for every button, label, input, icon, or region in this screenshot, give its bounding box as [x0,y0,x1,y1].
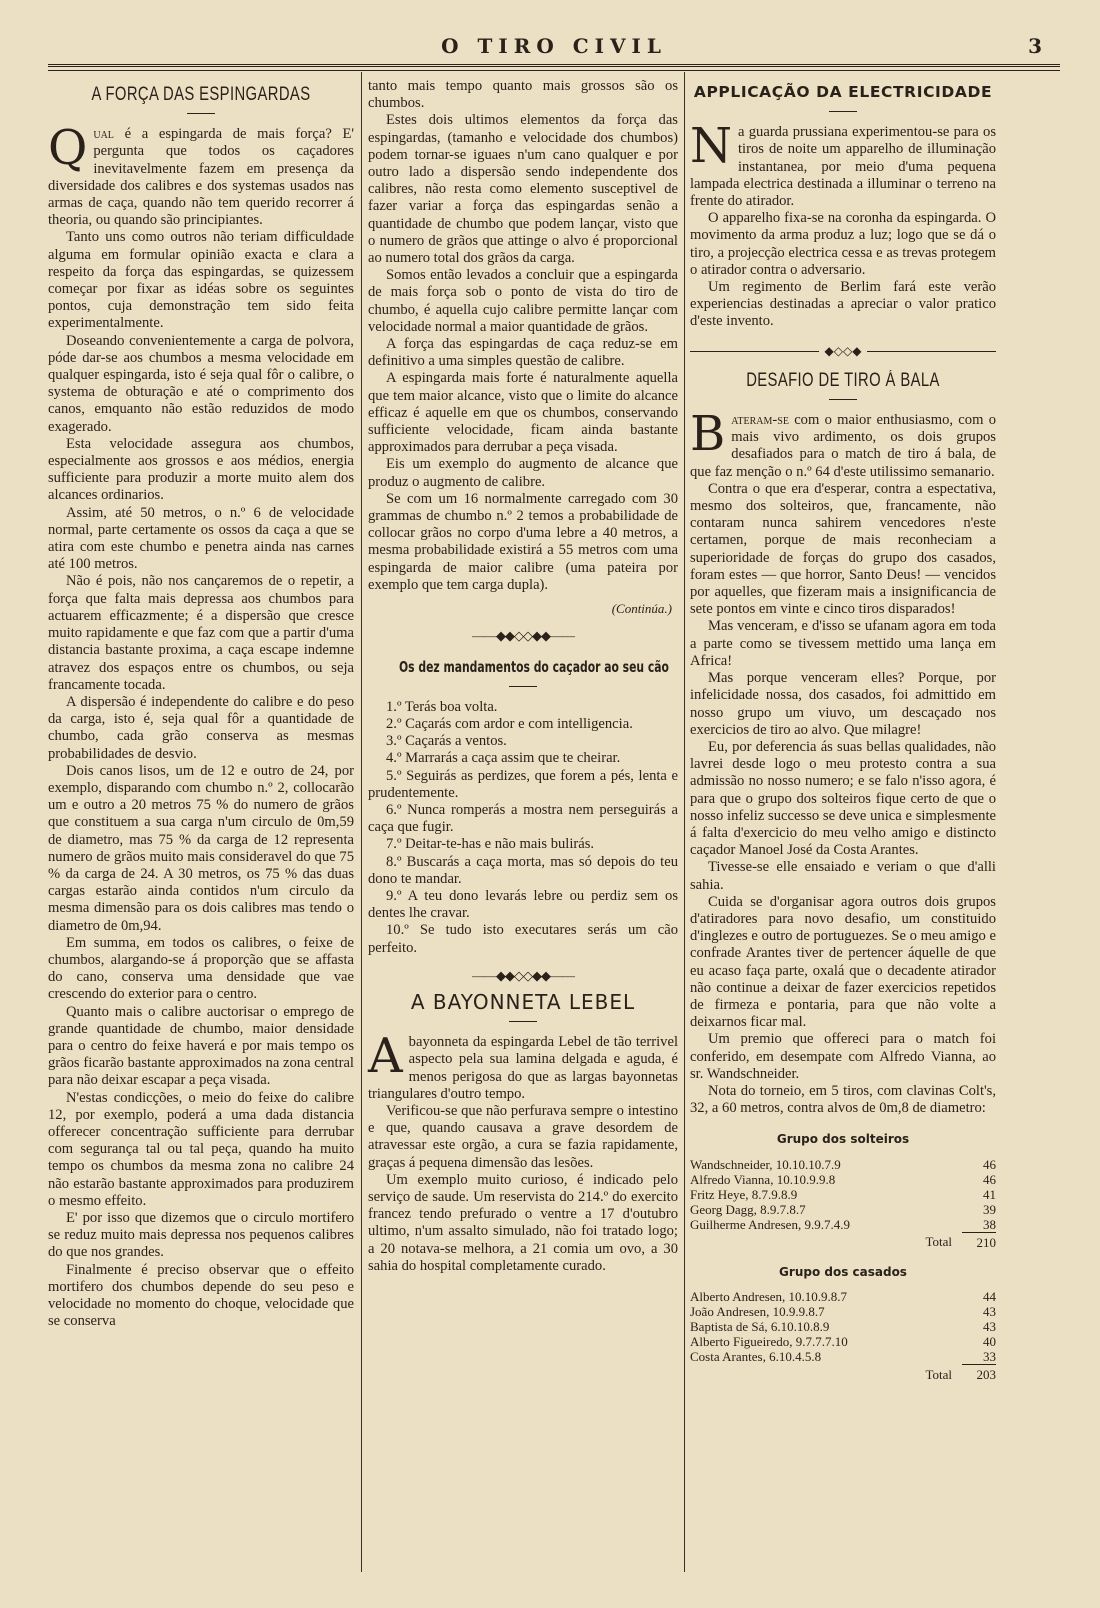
total-value: 203 [976,1366,996,1382]
title-rule [829,399,857,400]
lead-text: bayonneta da espingarda Lebel de tão terrivel aspecto pela sua lamina delgada e aguda, é menos perigosa do que as largas bayonnetas triangulares d'outro tempo. [368,1034,678,1102]
column-3 [690,78,996,1382]
paragraph: 4.º Marrarás a caça assim que te cheirar. [386,750,621,767]
desafio-title: DESAFIO DE TIRO Á BALA [746,369,940,391]
title-rule [509,1021,537,1022]
competitor-name: Guilherme Andresen, 9.9.7.4.9 [690,1216,850,1232]
paragraph: Mas porque venceram elles? Porque, por infelicidade nossa, dos casados, foi admittido em nosso grupo um viuvo, um descaçado nos exercicios de tiro ao alvo. Que milagre! [690,670,996,738]
electricidade-title: APPLICAÇÃO DA ELECTRICIDADE [693,83,993,101]
paragraph: Em summa, em todos os calibres, o feixe de chumbos, alargando-se á proporção que se affasta do cano, conserva uma densidade que vae crescendo do exterior para o centro. [48,934,354,1003]
table-row [690,1289,996,1304]
paragraph: O apparelho fixa-se na coronha da espingarda. O movimento da arma produz a luz; logo que se dá o tiro, a projecção electrica cessa e as trevas protegem o atirador contra o adversario. [690,210,996,278]
title-rule [509,686,537,687]
column-1 [48,78,354,1330]
paragraph: Eu, por deferencia ás suas bellas qualidades, não lavrei desde logo o meu protesto contra a sua admissão no nosso numero; e se falo n'isso agora, é para que o grupo dos solteiros fique certo de que o nosso infeliz successo se deve unica e simplesmente á falta d'exercicio do meu velho amigo e distincto caçador Manoel José da Costa Arantes. [690,738,996,859]
table-row [690,1172,996,1187]
ornament-divider: ——◆◆◇◇◆◆—— [472,967,574,983]
header-rule [48,64,1060,71]
ornament-divider: ——◆◆◇◇◆◆—— [472,628,574,644]
lead-small-caps: ual [93,126,114,143]
competitor-name: Alfredo Vianna, 10.10.9.9.8 [690,1171,836,1187]
table-row [690,1202,996,1217]
column-2 [368,78,678,1275]
electricidade-lead [690,118,996,210]
competitor-name: Baptista de Sá, 6.10.10.8.9 [690,1318,830,1334]
masthead [48,34,1060,64]
paragraph: 8.º Buscarás a caça morta, mas só depois do teu dono te mandar. [368,853,678,887]
paragraph: Um regimento de Berlim fará este verão experiencias destinadas a apreciar o valor pratico d'este invento. [690,279,996,330]
drop-cap: B [690,406,726,463]
paragraph: 9.º A teu dono levarás lebre ou perdiz sem os dentes lhe cravar. [368,887,678,922]
paragraph: Quanto mais o calibre auctorisar o emprego de grande quantidade de chumbo, maior densidade para o centro do feixe haverá e por mais tempo os grãos ficarão bastante approximados na zona central para não deixar escapar a peça visada. [48,1003,354,1089]
commandments-list [368,699,678,957]
commandments-title: Os dez mandamentos do caçador ao seu cão [399,657,669,676]
page-number: 3 [1028,34,1042,58]
continued-paragraph: tanto mais tempo quanto mais grossos são os chumbos. [368,78,678,112]
paragraph: 3.º Caçarás a ventos. [386,733,507,750]
bayonneta-title: A BAYONNETA LEBEL [410,989,636,1014]
paragraph: Verificou-se que não perfurava sempre o intestino e que, quando causava a grave desordem de atravessar este orgão, a cura se fazia rapidamente, graças á pequena dimensão das lesões. [368,1102,678,1171]
results-table-solteiros [690,1157,996,1250]
competitor-score: 46 [983,1171,996,1187]
grupo-casados-title: Grupo dos casados [779,1264,907,1279]
article-body [368,1103,678,1275]
competitor-name: Fritz Heye, 8.7.9.8.9 [690,1186,798,1202]
competitor-score: 43 [983,1303,996,1319]
lead-text: é a espingarda de mais força? E' pergunta que todos os caçadores inevitavelmente fazem em presença da diversidade dos calibres e dos systemas usados nas armas de caça, quando não tem querido recorrer á theoria, ou quando são principiantes. [48,126,354,229]
paragraph: Um exemplo muito curioso, é indicado pelo serviço de saude. Um reservista do 214.º do exercito francez tendo prefurado o ventre a 17 d'outubro ultimo, n'um assalto simulado, não foi tratado logo; a 20 notava-se melhora, a 21 comia um ovo, a 30 sahia do hospital completamente curado. [368,1171,678,1274]
total-label: Total [925,1234,952,1250]
total-row [690,1232,996,1250]
competitor-name: João Andresen, 10.9.9.8.7 [690,1303,825,1319]
paragraph: Doseando convenientemente a carga de polvora, póde dar-se aos chumbos a mesma velocidade em qualquer espingarda, isto é seja qual fôr o calibre, o systema de obturação e até o comprimento dos canos, emquanto não estão reduzidos de modo exagerado. [48,332,354,435]
competitor-score: 33 [962,1349,996,1365]
article-title: A FORÇA DAS ESPINGARDAS [91,84,311,105]
competitor-score: 41 [983,1186,996,1202]
paragraph: Nota do torneio, em 5 tiros, com clavinas Colt's, 32, a 60 metros, contra alvos de 0m,8 de diametro: [690,1082,996,1117]
article-lead-paragraph [48,120,354,229]
paragraph: Mas venceram, e d'isso se ufanam agora em toda a parte como se tivessem mettido uma lança em Africa! [690,618,996,669]
competitor-score: 43 [983,1318,996,1334]
paragraph: Assim, até 50 metros, o n.º 6 de velocidade normal, parte certamente os ossos da caça a que se atira com este chumbo e penetra ainda nas carnes até 100 metros. [48,504,354,573]
continua-note: (Continúa.) [611,601,672,617]
lead-small-caps: ateram-se [731,412,789,429]
competitor-score: 39 [983,1201,996,1217]
paragraph: 10.º Se tudo isto executares serás um cão perfeito. [368,922,678,956]
lead-text: a guarda prussiana experimentou-se para os tiros de noite um apparelho de illuminação instantanea, por meio d'uma pequena lampada electrica destinada a illuminar o terreno na frente do atirador. [690,124,996,210]
paragraph: 7.º Deitar-te-has e não mais bulirás. [386,836,595,853]
drop-cap: Q [48,120,88,177]
title-rule [829,111,857,112]
competitor-name: Wandschneider, 10.10.10.7.9 [690,1156,841,1172]
competitor-name: Georg Dagg, 8.9.7.8.7 [690,1201,806,1217]
competitor-name: Alberto Figueiredo, 9.7.7.7.10 [690,1333,848,1349]
paragraph: N'estas condicções, o meio do feixe do calibre 12, por exemplo, poderá a uma dada distancia offerecer concentração sufficiente para derrubar com segurança tal ou tal peça, quando ha muito tempo os chumbos da mesma zona no calibre 24 não estarão bastante approximados para produzirem o mesmo effeito. [48,1089,354,1209]
paragraph: A dispersão é independente do calibre e do peso da carga, isto é, seja qual fôr a quantidade de chumbo, cada grão conserva as mesmas probabilidades de desvio. [48,693,354,762]
article-body [48,229,354,1330]
paragraph: Finalmente é preciso observar que o effeito mortifero dos chumbos depende do seu peso e velocidade no momento do choque, velocidade que se conserva [48,1261,354,1330]
competitor-name: Costa Arantes, 6.10.4.5.8 [690,1349,822,1365]
competitor-score: 44 [983,1288,996,1304]
title-rule [187,113,215,114]
paragraph: 2.º Caçarás com ardor e com intelligencia. [386,715,633,732]
paragraph: E' por isso que dizemos que o circulo mortifero se reduz muito mais depressa nos pequenos calibres do que nos grandes. [48,1210,354,1261]
paragraph: Cuida se d'organisar agora outros dois grupos d'atiradores para novo desafio, um constituido d'inglezes e outro de portuguezes. Se o meu amigo e confrade Arantes tiver de pertencer áquelle de que eu acaso faça parte, oxalá que o decadente atirador não continue a deixar de fazer exercicios repetidos de firmeza e pontaria, para que não volte a deixarnos ficar mal. [690,893,996,1031]
competitor-score: 40 [983,1333,996,1349]
table-row [690,1187,996,1202]
paragraph: A força das espingardas de caça reduz-se em definitivo a uma simples questão de calibre. [368,336,678,370]
results-table-casados [690,1289,996,1382]
paragraph: Dois canos lisos, um de 12 e outro de 24, por exemplo, disparando com chumbo n.º 2, collocarão um e outro a 20 metros 75 % do numero de grãos que constituem a sua carga n'um circulo de 0m,59 de diametro, mas 75 % da carga de 12 representa numero de grãos muito mais consideravel do que 75 % da carga de 24. A 30 metros, os 75 % das duas cargas estarão ainda contidos n'um circulo da mesma dimensão para os dois calibres mas tendo o diametro de 0m,94. [48,762,354,934]
competitor-name: Alberto Andresen, 10.10.9.8.7 [690,1288,848,1304]
table-row [690,1349,996,1365]
table-row [690,1319,996,1334]
competitor-score: 46 [983,1156,996,1172]
paragraph: A espingarda mais forte é naturalmente aquella que tem maior alcance, visto que o limite do alcance efficaz é aquelle em que os chumbos, conservando sufficiente velocidade, ficam ainda bastante approximados para derrubar a peça visada. [368,370,678,456]
article-body [690,481,996,1118]
newspaper-title: O TIRO CIVIL [441,34,667,58]
article-body [368,112,678,594]
grupo-solteiros-title: Grupo dos solteiros [776,1132,910,1147]
table-row [690,1217,996,1233]
drop-cap: N [690,118,732,175]
lead-text: com o maior enthusiasmo, com o mais vivo ardimento, os dois grupos desafiados para o match de tiro á bala, de que faz menção o n.º 64 d'este utilissimo semanario. [690,412,996,480]
column-divider [361,72,362,1572]
paragraph: Não é pois, não nos cançaremos de o repetir, a força que falta mais depressa aos chumbos para actuarem efficazmente; é a dispersão que cresce muito rapidamente e que faz com que a partir d'uma distancia bastante proxima, a caça escape indemne atravez dos espaços entre os chumbos, ou seja francamente tocada. [48,573,354,693]
paragraph: Um premio que offereci para o match foi conferido, em desempate com Alfredo Vianna, ao sr. Wandschneider. [690,1031,996,1082]
total-value: 210 [976,1234,996,1250]
column-divider [684,72,685,1572]
paragraph: Estes dois ultimos elementos da força das espingardas, (tamanho e velocidade dos chumbos) podem tornar-se iguaes n'um cano qualquer e por outro lado a dispersão sendo independente dos calibres, não resta como elemento susceptivel de fazer variar a força das espingardas senão a quantidade de chumbo que podem lançar, visto que o numero de grãos que attinge o alvo é proporcional ao numero total dos grãos da carga. [368,112,678,267]
paragraph: Se com um 16 normalmente carregado com 30 grammas de chumbo n.º 2 temos a probabilidade de collocar grãos no corpo d'uma lebre a 40 metros, a mesma probabilidade existirá a 55 metros com uma espingarda de maior calibre (uma pateira por exemplo que tem carga dupla). [368,490,678,593]
paragraph: 6.º Nunca romperás a mostra nem perseguirás a caça que fugir. [368,801,678,836]
competitor-score: 38 [962,1217,996,1233]
paragraph: Tivesse-se elle ensaiado e veriam o que d'alli sahia. [690,859,996,893]
table-row [690,1304,996,1319]
table-row [690,1334,996,1349]
article-body [690,210,996,330]
bayonneta-lead [368,1028,678,1103]
paragraph: Eis um exemplo do augmento de alcance que produz o augmento de calibre. [368,456,678,490]
ornament-divider: ◆◇◇◆ [690,343,996,360]
total-label: Total [925,1366,952,1382]
paragraph: Esta velocidade assegura aos chumbos, especialmente aos grossos e aos médios, energia sufficiente para produzir a morte muito alem dos alcances ordinarios. [48,435,354,504]
total-row [690,1364,996,1382]
paragraph: Tanto uns como outros não teriam difficuldade alguma em formular opinião exacta e clara a respeito da força das espingardas, se quizessem começar por fixar as idéas sobre os seguintes pontos, cuja demonstração tem sido feita experimentalmente. [48,229,354,332]
paragraph: Somos então levados a concluir que a espingarda de mais força sob o ponto de vista do tiro de chumbo, é aquella cujo calibre permitte lançar com velocidade normal a maior quantidade de grãos. [368,267,678,335]
paragraph: 5.º Seguirás as perdizes, que forem a pés, lenta e prudentemente. [368,767,678,801]
paragraph: Contra o que era d'esperar, contra a espectativa, mesmo dos solteiros, que, francamente, não contaram nunca sahirem vencedores n'este certamen, porque de mais reconheciam a superioridade de forças do grupo dos casados, foram estes — que horror, Santo Deus! — vencidos por aquelles, que fizeram mais a insignificancia de sete pontos em vinte e cinco tiros disparados! [690,480,996,618]
desafio-lead [690,406,996,481]
paragraph: 1.º Terás boa volta. [386,698,498,715]
drop-cap: A [368,1028,403,1085]
table-row [690,1157,996,1172]
